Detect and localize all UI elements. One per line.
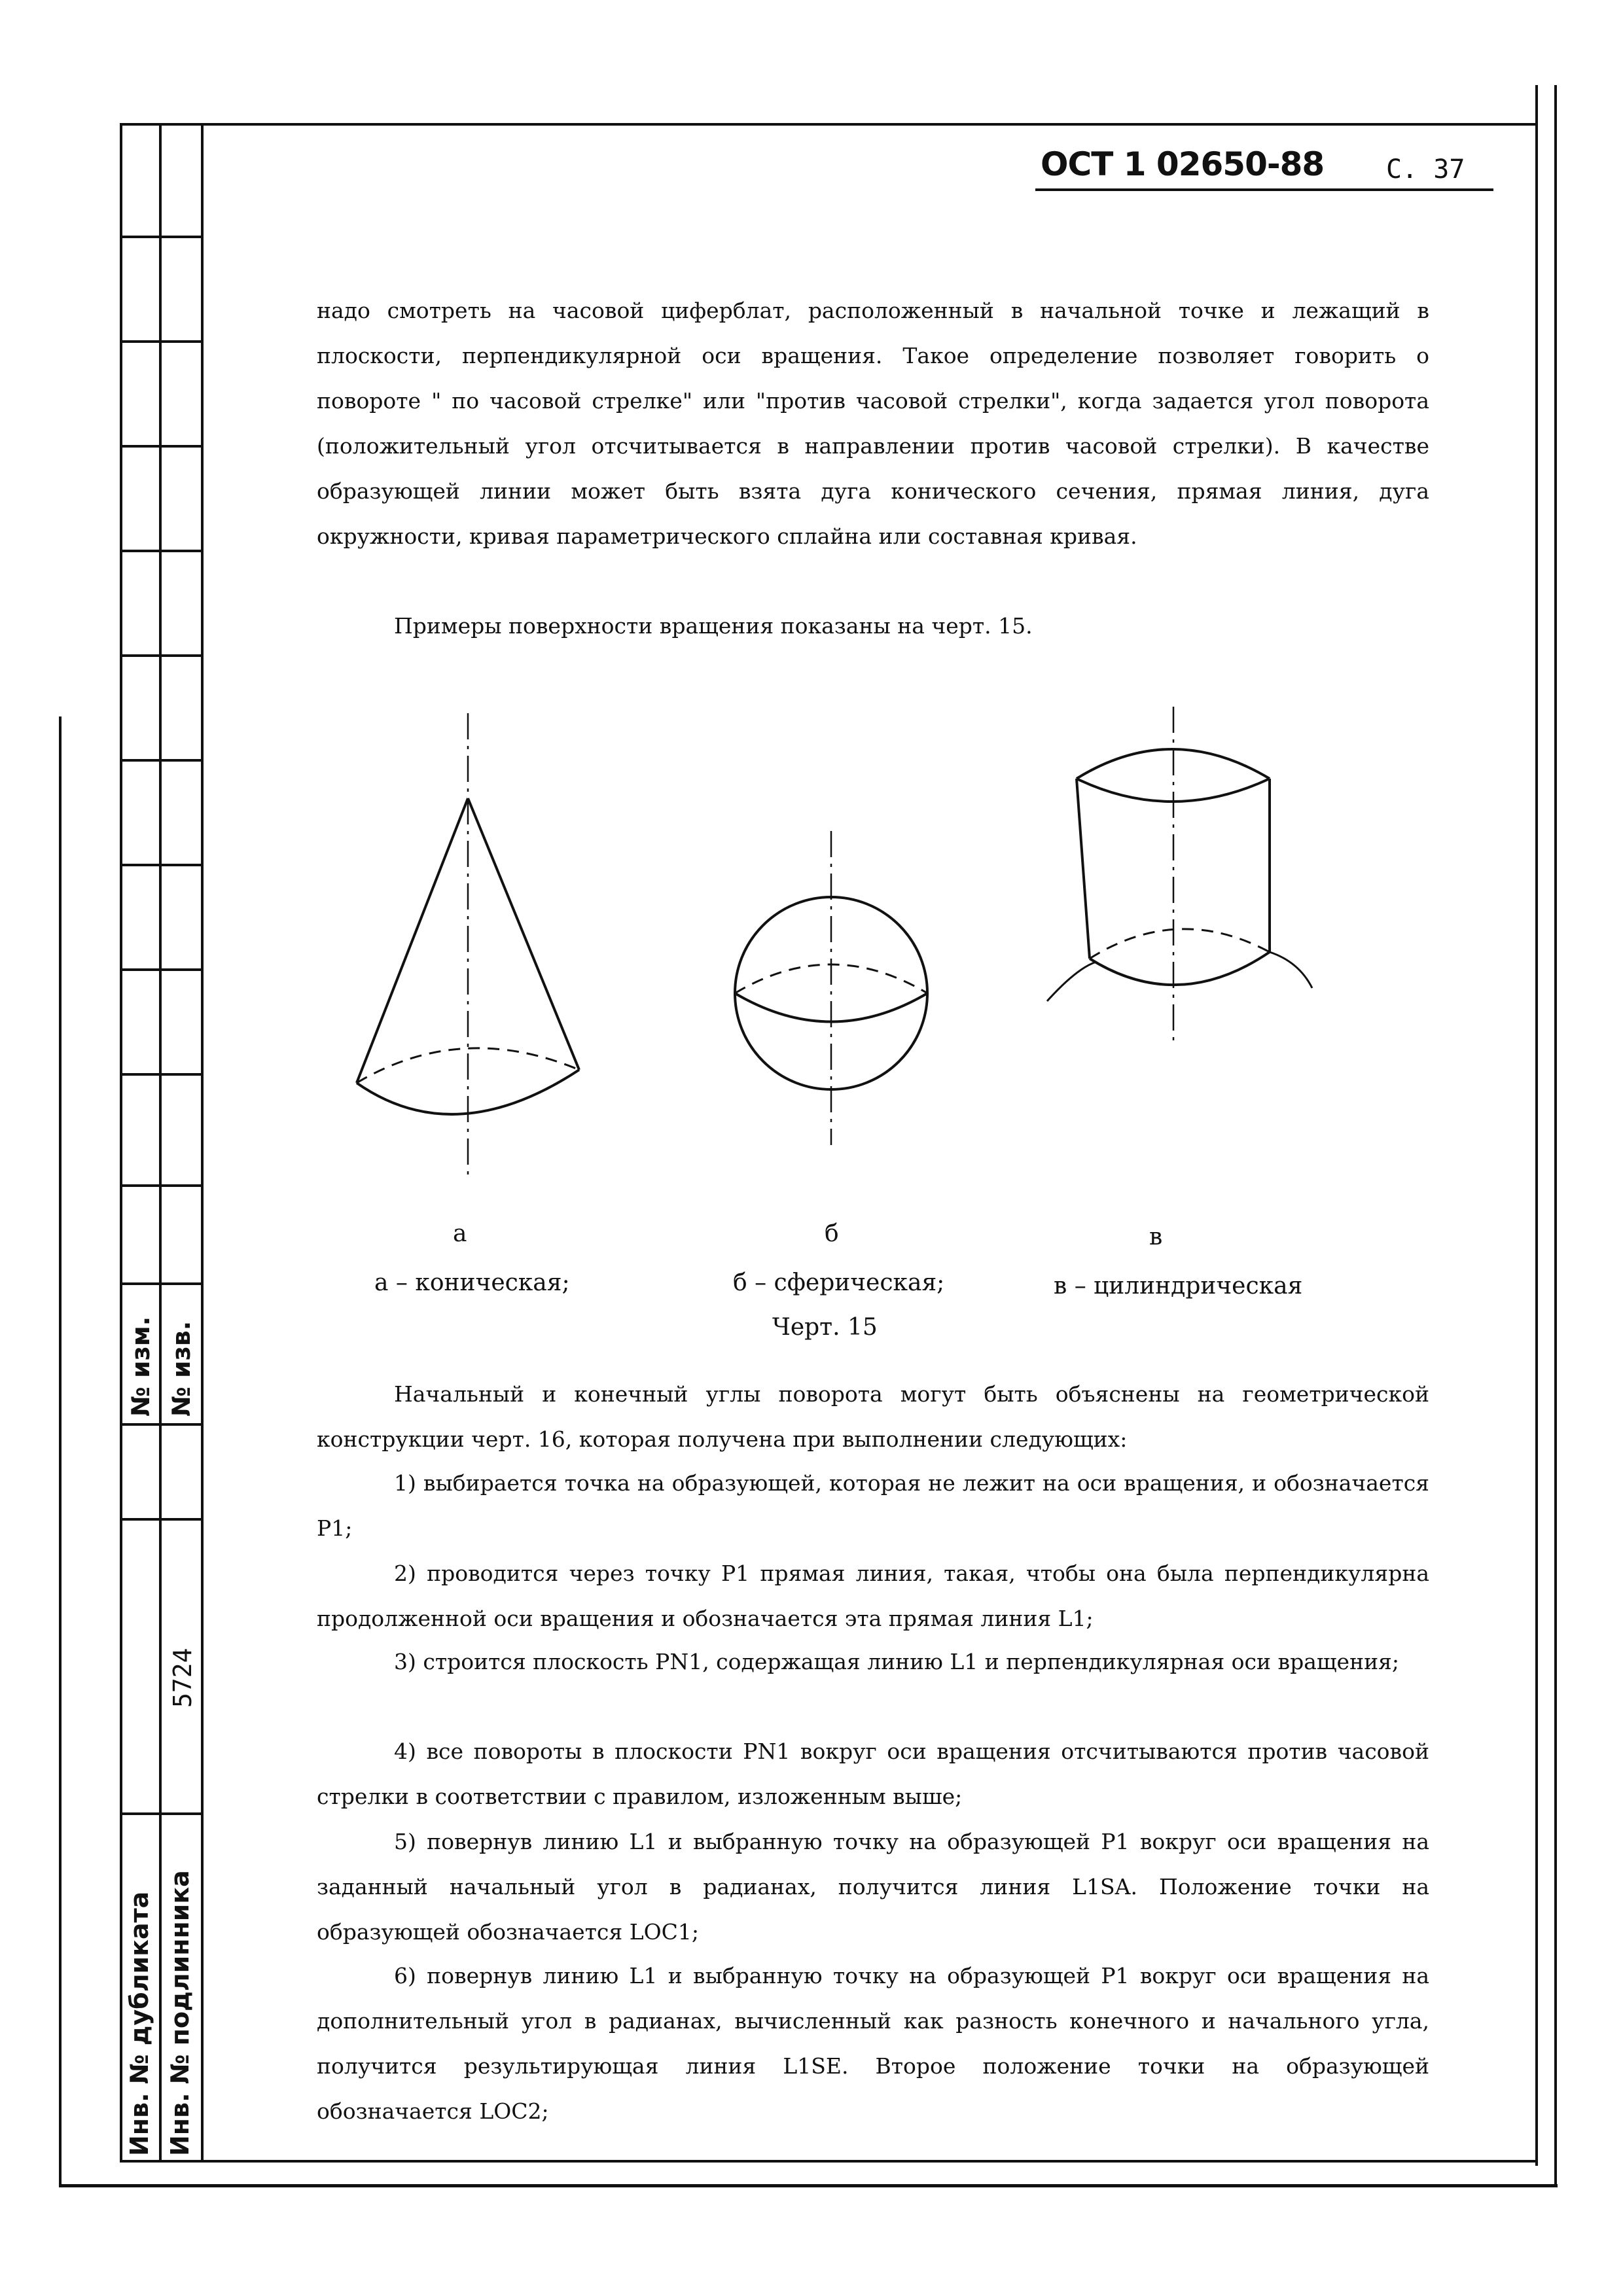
- label-b: б: [825, 1220, 839, 1247]
- step-1: 1) выбирается точка на образующей, которая не лежит на оси вращения, и обозначается P1;: [317, 1470, 1429, 1541]
- label-c: в: [1149, 1224, 1163, 1250]
- strip-cell-divider: [120, 445, 204, 448]
- strip-cell-divider: [120, 2160, 204, 2163]
- notice-number-label: № изв.: [167, 1320, 196, 1417]
- strip-line-right: [201, 124, 204, 2163]
- inventory-number: 5724: [168, 1648, 197, 1708]
- frame-top: [120, 123, 1537, 126]
- strip-cell-divider: [120, 1423, 204, 1426]
- label-a: а: [453, 1220, 467, 1247]
- strip-cell-divider: [120, 654, 204, 657]
- strip-line-mid: [159, 124, 162, 2163]
- cylinder-drawing: [1047, 707, 1312, 1044]
- strip-cell-divider: [120, 1184, 204, 1187]
- cone-drawing: [357, 713, 579, 1181]
- figure-title: Черт. 15: [772, 1314, 878, 1341]
- sphere-drawing: [735, 831, 927, 1145]
- strip-cell-divider: [120, 1518, 204, 1521]
- caption-a: а – коническая;: [374, 1269, 570, 1296]
- page-number: С. 37: [1386, 154, 1465, 185]
- strip-cell-divider: [120, 1073, 204, 1076]
- change-number-label: № изм.: [126, 1316, 155, 1417]
- figure-15: [314, 694, 1335, 1217]
- step-6: 6) повернув линию L1 и выбранную точку на образующей P1 вокруг оси вращения на дополнительный угол в радианах, вычисленный как разность конечного и начального угла, получится результирующая линия L1SE. Второе положение точки на образующей обозначается LOC2;: [317, 1963, 1429, 2124]
- paragraph-1: надо смотреть на часовой циферблат, расположенный в начальной точке и лежащий в плоскости, перпендикулярной оси вращения. Такое определение позволяет говорить о повороте " по часовой стрелке" или "против часовой стрелки", когда задается угол поворота (положительный угол отсчитывается в направлении против часовой стрелки). В качестве образующей линии может быть взята дуга конического сечения, прямая линия, дуга окружности, кривая параметрического сплайна или составная кривая.: [317, 298, 1429, 549]
- caption-c: в – цилиндрическая: [1054, 1273, 1303, 1299]
- outer-left: [59, 716, 62, 2186]
- step-5: 5) повернув линию L1 и выбранную точку на образующей P1 вокруг оси вращения на заданный начальный угол в радианах, получится линия L1SA. Положение точки на образующей обозначается LOC1;: [317, 1829, 1429, 1945]
- header-rule: [1035, 188, 1493, 191]
- caption-b: б – сферическая;: [733, 1269, 945, 1296]
- step-2: 2) проводится через точку P1 прямая линия, такая, чтобы она была перпендикулярна продолженной оси вращения и обозначается эта прямая линия L1;: [317, 1561, 1429, 1631]
- frame-bottom: [120, 2160, 1537, 2163]
- document-code: ОСТ 1 02650-88: [1041, 145, 1325, 183]
- strip-cell-divider: [120, 550, 204, 552]
- original-inventory-label: Инв. № подлинника: [166, 1870, 194, 2156]
- strip-cell-divider: [120, 1812, 204, 1815]
- frame-right: [1535, 85, 1538, 2166]
- strip-line-left: [120, 124, 122, 2163]
- outer-bottom: [59, 2184, 1558, 2187]
- strip-cell-divider: [120, 236, 204, 238]
- step-4: 4) все повороты в плоскости PN1 вокруг оси вращения отсчитываются против часовой стрелки в соответствии с правилом, изложенным выше;: [317, 1739, 1429, 1809]
- duplicate-inventory-label: Инв. № дубликата: [125, 1891, 154, 2156]
- strip-cell-divider: [120, 759, 204, 762]
- outer-right: [1554, 85, 1557, 2187]
- strip-cell-divider: [120, 864, 204, 866]
- paragraph-2: Примеры поверхности вращения показаны на черт. 15.: [394, 613, 1033, 639]
- step-3: 3) строится плоскость PN1, содержащая линию L1 и перпендикулярная оси вращения;: [394, 1649, 1399, 1674]
- margin-strip: [120, 124, 204, 2163]
- paragraph-3: Начальный и конечный углы поворота могут быть объяснены на геометрической конструкции черт. 16, которая получена при выполнении следующих:: [317, 1381, 1429, 1452]
- strip-cell-divider: [120, 968, 204, 971]
- strip-cell-divider: [120, 340, 204, 343]
- strip-cell-divider: [120, 1282, 204, 1285]
